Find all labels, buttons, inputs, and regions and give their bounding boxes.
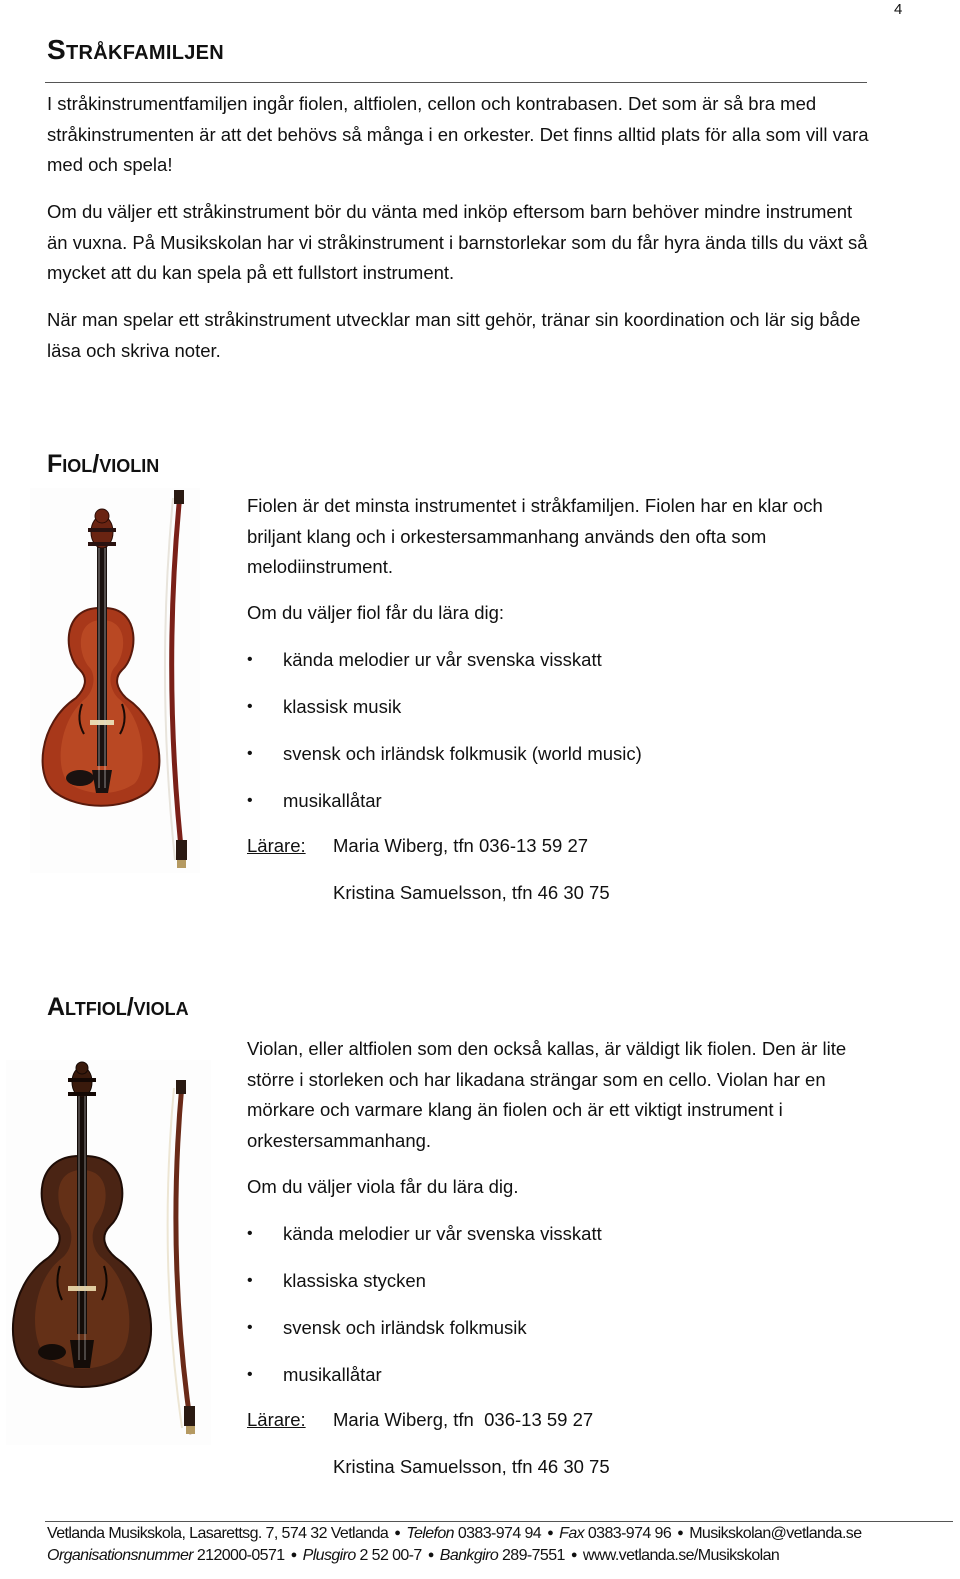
list-item: • kända melodier ur vår svenska visskatt [247,646,877,693]
viola-heading: Altfiol/viola [47,993,189,1021]
list-item: • klassiska stycken [247,1267,877,1314]
intro-paragraph-3: När man spelar ett stråkinstrument utvecklar man sitt gehör, tränar sin koordination och lär sig både läsa och skriva noter. [47,309,861,361]
list-item: • musikallåtar [247,1361,877,1408]
footer-line-2: Organisationsnummer 212000-0571 ● Plusgiro 2 52 00-7 ● Bankgiro 289-7551 ● www.vetlanda.se/Musikskolan [47,1547,780,1564]
footer-phone-label: Telefon [406,1525,454,1542]
footer-email: Musikskolan@vetlanda.se [689,1525,862,1542]
violin-image [30,488,200,873]
page-title: Stråkfamiljen [47,34,225,65]
list-item: • klassisk musik [247,693,877,740]
footer-line-1: Vetlanda Musikskola, Lasarettsg. 7, 574 32 Vetlanda ● Telefon 0383-974 94 ● Fax 0383-974 96 ● Musikskolan@vetlanda.se [47,1525,862,1542]
teacher-label: Lärare: [247,835,306,856]
footer-website: www.vetlanda.se/Musikskolan [582,1547,780,1564]
list-item: • musikallåtar [247,787,877,834]
page-number: 4 [894,1,903,18]
teacher-name: Maria Wiberg, tfn 036-13 59 27 [333,835,589,856]
intro-paragraph-1: I stråkinstrumentfamiljen ingår fiolen, altfiolen, cellon och kontrabasen. Det som är så bra med stråkinstrumenten är att det behövs så många i en orkester. Det finns alltid plats för alla som vill vara med och spela! [47,93,869,175]
violin-heading: Fiol/violin [47,450,160,478]
footer-plusgiro: 2 52 00-7 [359,1547,422,1564]
footer-org-nr: 212000-0571 [196,1547,285,1564]
teacher-label: Lärare: [247,1409,306,1430]
viola-lead: Om du väljer viola får du lära dig. [247,1176,519,1197]
list-item: • svensk och irländsk folkmusik (world music) [247,740,877,787]
viola-description: Violan, eller altfiolen som den också kallas, är väldigt lik fiolen. Den är lite större i storleken och har likadana strängar som en cello. Violan har en mörkare och varmare klang än fiolen och är ett viktigt instrument i orkestersammanhang. [247,1038,847,1151]
violin-lead: Om du väljer fiol får du lära dig: [247,602,505,623]
footer-phone: 0383-974 94 [457,1525,542,1542]
teacher-name: Maria Wiberg, tfn 036-13 59 27 [333,1409,594,1430]
footer-divider [45,1521,953,1522]
footer-fax: 0383-974 96 [587,1525,672,1542]
title-divider [45,82,867,83]
footer-bankgiro: 289-7551 [501,1547,565,1564]
violin-description: Fiolen är det minsta instrumentet i stråkfamiljen. Fiolen har en klar och briljant klang och i orkestersammanhang används den ofta som melodiinstrument. [247,495,823,577]
viola-image [6,1060,211,1445]
viola-teacher-2: Kristina Samuelsson, tfn 46 30 75 [333,1456,610,1477]
footer-org-nr-label: Organisationsnummer [47,1547,193,1564]
list-item: • svensk och irländsk folkmusik [247,1314,877,1361]
footer-address: Vetlanda Musikskola, Lasarettsg. 7, 574 32 Vetlanda [47,1525,389,1542]
footer-bankgiro-label: Bankgiro [439,1547,499,1564]
violin-teacher-2: Kristina Samuelsson, tfn 46 30 75 [333,882,610,903]
violin-topic-list [247,646,877,834]
viola-topic-list [247,1220,877,1408]
viola-teacher-row [247,1406,593,1434]
footer-plusgiro-label: Plusgiro [302,1547,356,1564]
violin-teacher-row [247,832,588,860]
intro-paragraph-2: Om du väljer ett stråkinstrument bör du vänta med inköp eftersom barn behöver mindre instrument än vuxna. På Musikskolan har vi stråkinstrument i barnstorlekar som du får hyra ända tills du växt så mycket att du kan spela på ett fullstort instrument. [47,201,868,283]
footer-fax-label: Fax [559,1525,585,1542]
list-item: • kända melodier ur vår svenska visskatt [247,1220,877,1267]
